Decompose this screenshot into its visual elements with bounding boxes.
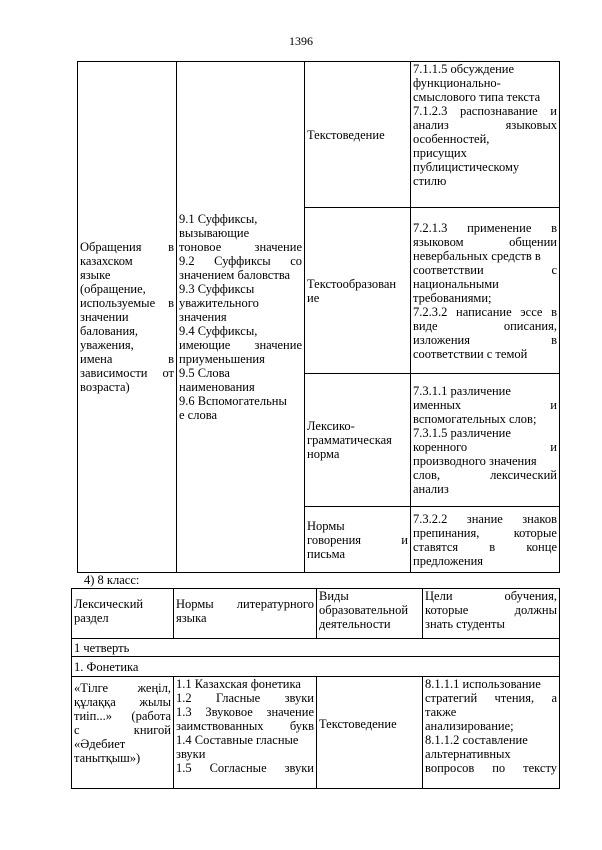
topic-line: «Тілге жеңіл, [74,681,171,695]
header-cell [423,589,560,639]
norm-line: 1.5 Согласные звуки [176,761,314,775]
goal-line: невербальных средств в [413,248,541,263]
goal-line: ставятся в конце [413,539,557,554]
goal-line: стратегий чтения, а [425,691,557,705]
goal-line: вспомогательных слов; [413,412,537,426]
norm-line: приуменьшения [179,352,265,366]
activity-line: письма [307,546,346,561]
goal-line: также [425,705,457,719]
goal-line: требованиями; [413,290,492,305]
activity-cell [305,507,411,573]
goal-line: присущих [413,146,467,160]
header-line: Лексический [74,597,144,611]
norm-line: 9.4 Суффиксы, [179,324,258,338]
topic-line: танытқыш») [74,751,141,765]
norm-line: вызывающие [179,226,250,240]
goal-line: языковом общении [413,234,557,249]
topic-line: тиіп...» (работа [74,709,171,723]
topic-line: құлаққа жылы [74,695,171,709]
goals-cell [411,374,560,507]
topic-cell [72,677,174,789]
topic-line: балования, [80,324,139,338]
topic-line: имена в [80,352,174,366]
goal-line: 8.1.1.1 использование [425,677,541,691]
header-row [72,589,560,639]
goal-line: анализ [413,482,449,496]
norm-line: 9.5 Слова [179,366,230,380]
norm-line: 9.2 Суффиксы со [179,254,302,268]
topic-line: возраста) [80,380,130,394]
header-line: Виды [319,589,349,603]
activity-cell [317,677,423,789]
topic-line: с книгой [74,723,171,737]
goal-line: изложения в [413,332,557,347]
header-line: Нормы литературного [176,597,314,611]
goal-line: 7.3.2.2 знание знаков [413,511,557,526]
goal-line: 7.1.1.5 обсуждение [413,62,515,76]
norm-line: 1.2 Гласные звуки [176,691,314,705]
norms-cell [174,677,317,789]
goal-line: производного значения [413,454,537,468]
page-number: 1396 [289,34,313,48]
table-row [78,62,560,208]
goal-line: предложения [413,553,484,568]
goal-line: 8.1.1.2 составление [425,733,528,747]
activity-line: норма [307,447,340,461]
goal-line: национальными [413,276,499,291]
curriculum-table-grade7 [77,61,560,573]
quarter-row [72,639,560,657]
header-line: которые должны [425,603,557,617]
topic-lines [80,240,174,394]
norm-line: значением баловства [179,268,291,282]
class-label: 4) 8 класс: [84,573,140,587]
goal-line: соответствии с темой [413,346,528,361]
norm-line: 1.1 Казахская фонетика [176,677,301,691]
activity-line: Текстообразован [307,276,397,291]
goal-line: именных и [413,398,557,412]
activity-line: говорения и [307,532,408,547]
curriculum-table-grade8 [71,588,560,789]
activity-line: Текстоведение [307,127,385,142]
topic-line: значении [80,310,129,324]
goal-line: 7.2.1.3 применение в [413,220,557,235]
header-cell [72,589,174,639]
norm-line: е слова [179,408,217,422]
activity-line: Текстоведение [319,717,397,731]
header-line: знать студенты [425,617,505,631]
activity-cell [305,208,411,374]
goal-line: 7.3.1.1 различение [413,384,511,398]
goals-cell [423,677,560,789]
norm-line: 9.6 Вспомогательны [179,394,287,408]
goal-line: стилю [413,174,447,188]
activity-cell [305,374,411,507]
goal-line: 7.1.2.3 распознавание и [413,104,557,118]
topic-line: Обращения в [80,240,174,254]
topic-line: «Әдебиет [74,737,126,751]
activity-line: Нормы [307,518,345,533]
quarter-cell: 1 четверть [72,639,560,657]
goal-line: соответствии с [413,262,557,277]
goal-line: слов, лексический [413,468,557,482]
header-line: деятельности [319,617,391,631]
norm-line: звуки [176,747,206,761]
topic-line: зависимости от [80,366,174,380]
norms-cell [177,62,305,573]
topic-line: казахском [80,254,133,268]
norm-line: имеющие значение [179,338,302,352]
goals-cell [411,62,560,208]
section-cell: 1. Фонетика [72,657,560,677]
activity-cell [305,62,411,208]
norms-lines [179,212,302,422]
activity-line: ие [307,290,320,305]
norm-line: заимствованных букв [176,719,314,733]
header-line: Цели обучения, [425,589,557,603]
goal-line: виде описания, [413,318,557,333]
goal-line: коренного и [413,440,557,454]
goal-line: функционально- [413,76,501,90]
activity-line: грамматическая [307,433,392,447]
header-line: образовательной [319,603,409,617]
norm-line: 9.1 Суффиксы, [179,212,258,226]
header-cell [317,589,423,639]
goal-line: 7.2.3.2 написание эссе в [413,304,557,319]
goal-line: публицистическому [413,160,520,174]
section-row [72,657,560,677]
activity-line: Лексико- [307,419,355,433]
topic-line: уважения, [80,338,134,352]
goal-line: особенностей, [413,132,490,146]
norm-line: значения [179,310,227,324]
table-row [72,677,560,789]
header-cell [174,589,317,639]
goal-line: препинания, которые [413,525,557,540]
goal-line: 7.3.1.5 различение [413,426,511,440]
header-line: раздел [74,611,109,625]
goal-line: альтернативных [425,747,511,761]
norm-line: 9.3 Суффиксы [179,282,255,296]
norm-line: наименования [179,380,255,394]
goal-line: анализ языковых [413,118,557,132]
goal-line: анализирование; [425,719,514,733]
goal-line: вопросов по тексту [425,761,557,775]
topic-line: (обращение, [80,282,146,296]
goals-cell [411,208,560,374]
topic-line: используемые в [80,296,174,310]
header-line: языка [176,611,207,625]
goals-cell [411,507,560,573]
topic-line: языке [80,268,111,282]
topic-cell [78,62,177,573]
norm-line: 1.4 Составные гласные [176,733,299,747]
norm-line: тоновое значение [179,240,302,254]
goal-line: смыслового типа текста [413,90,541,104]
norm-line: 1.3 Звуковое значение [176,705,314,719]
norm-line: уважительного [179,296,259,310]
